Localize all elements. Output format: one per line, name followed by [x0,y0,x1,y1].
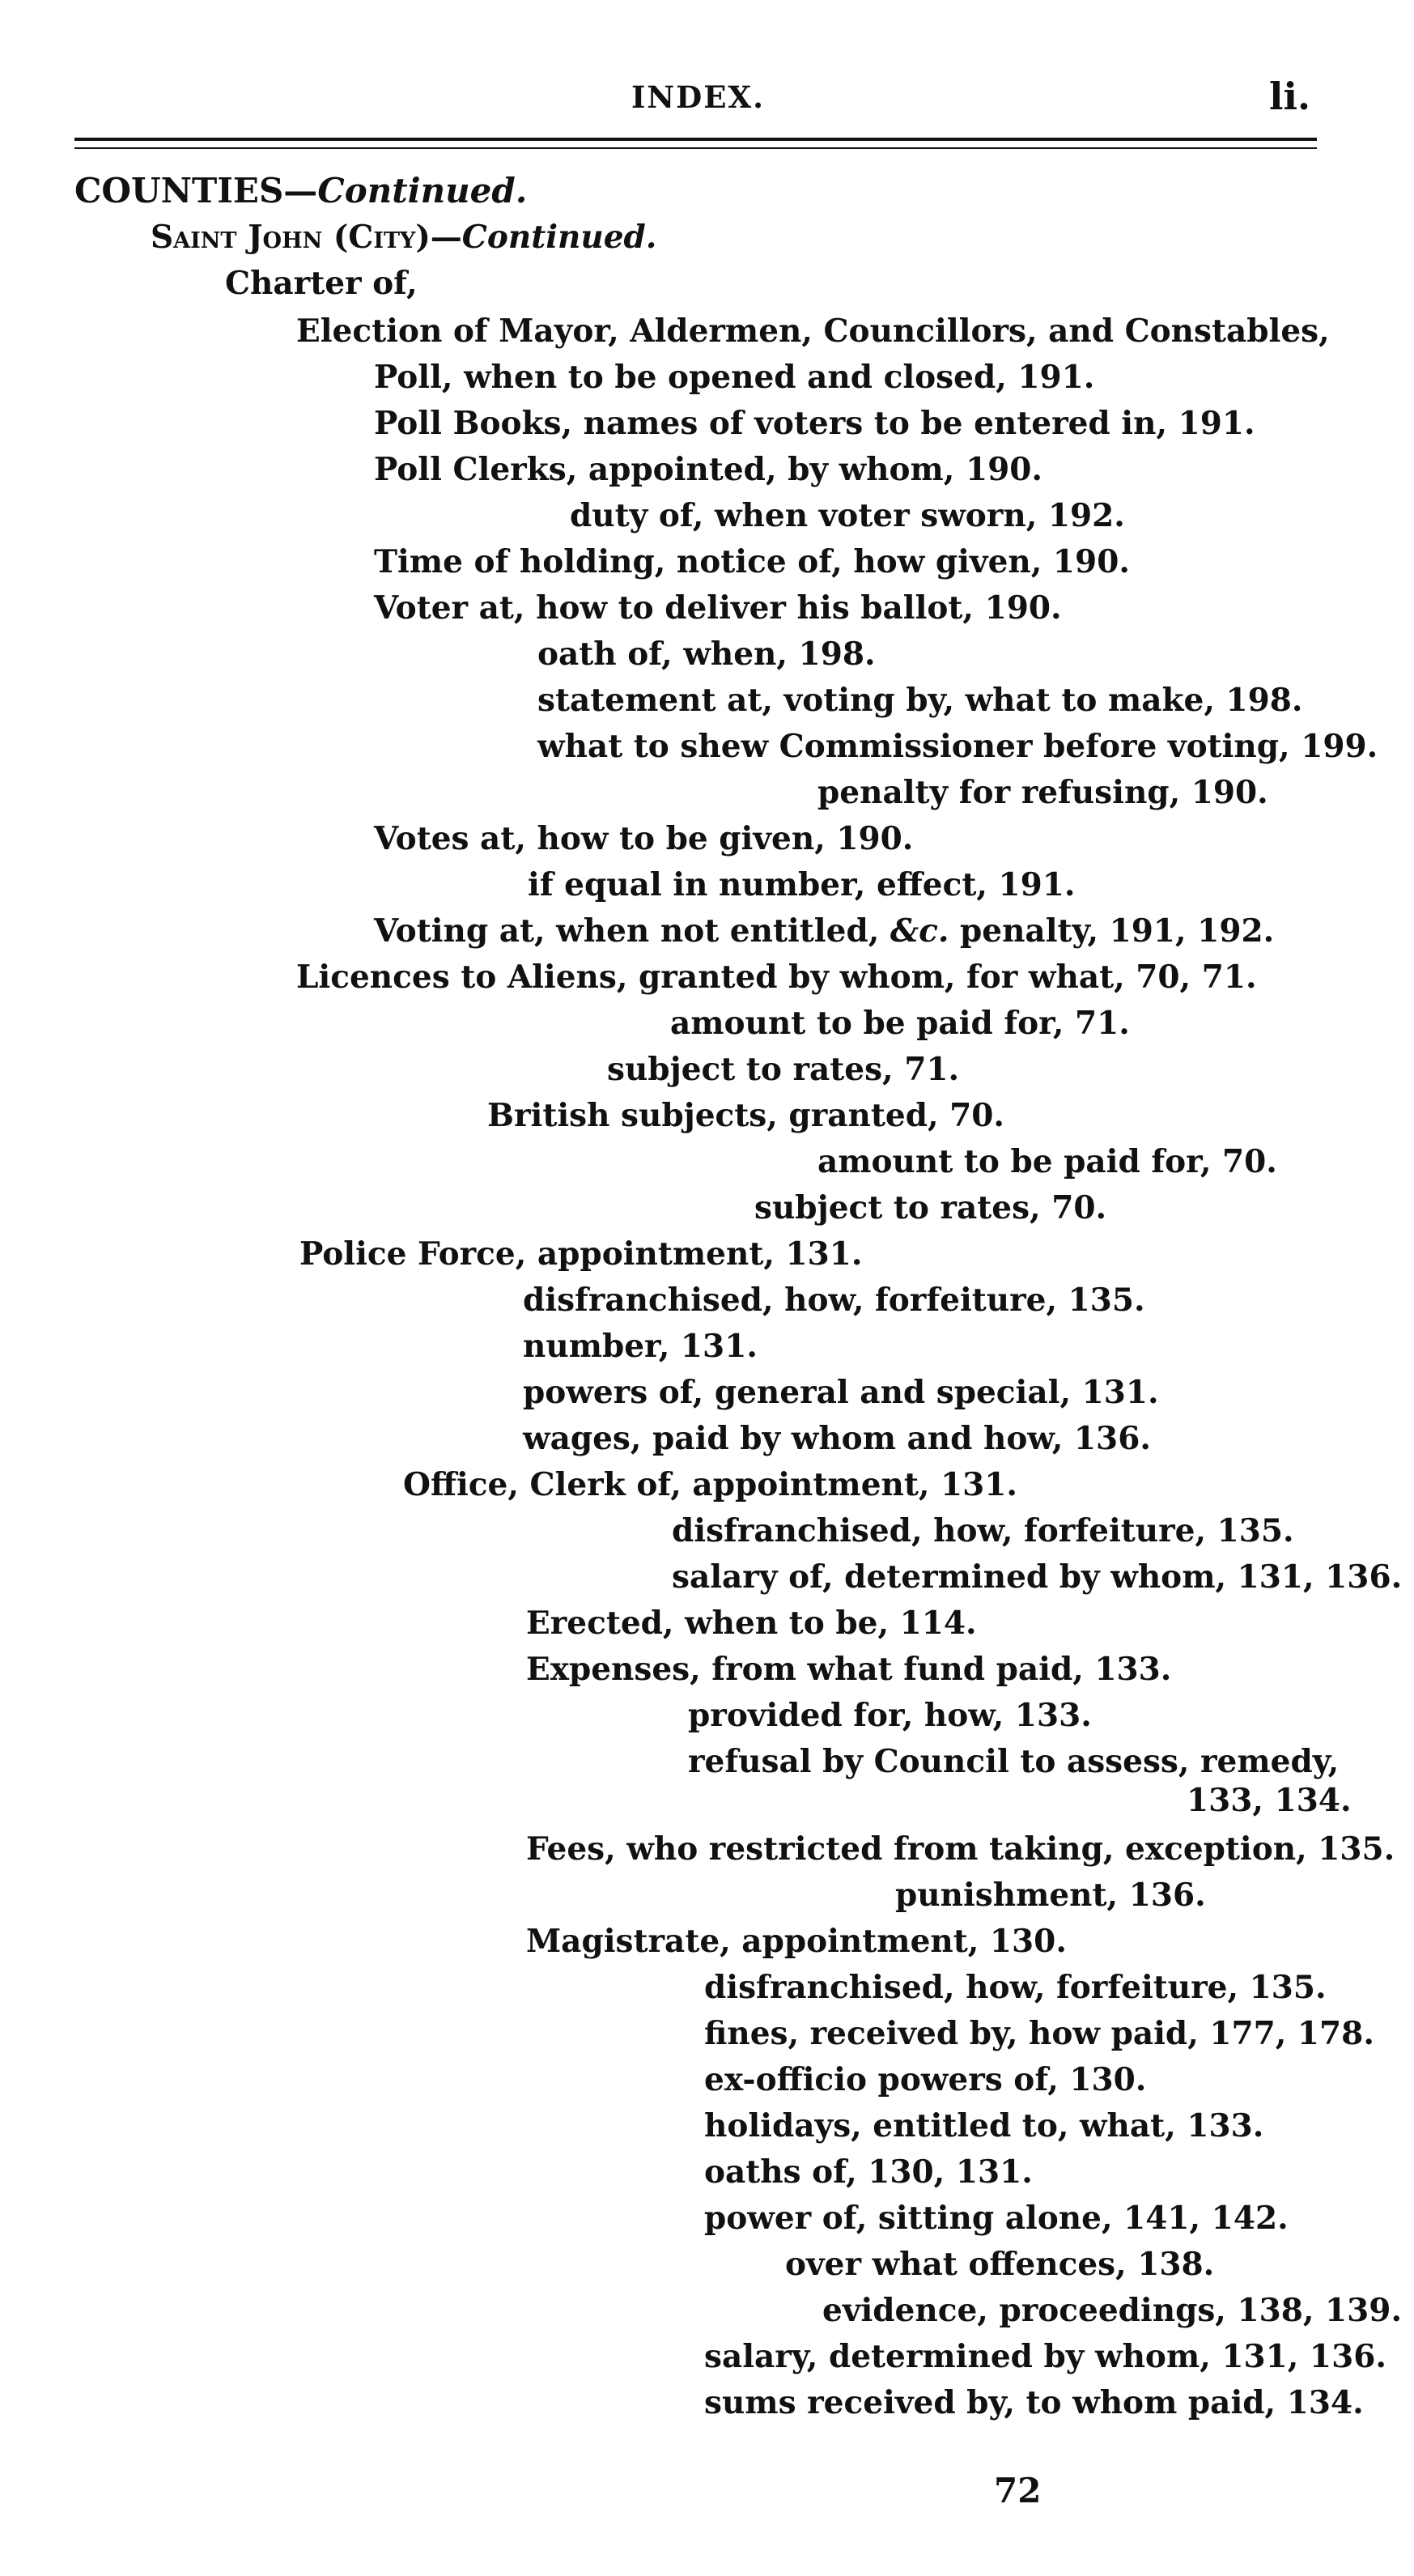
index-entry: oath of, when, 198. [537,635,876,673]
heading-counties [74,172,527,210]
index-entry: Police Force, appointment, 131. [299,1235,863,1273]
heading-dash: — [283,171,318,210]
index-entry: Magistrate, appointment, 130. [526,1923,1067,1960]
index-entry: ex-officio powers of, 130. [704,2061,1147,2098]
index-entry: Poll Books, names of voters to be entered in, 191. [374,405,1255,442]
running-head-page-number: li. [1269,74,1310,118]
index-entry: holidays, entitled to, what, 133. [704,2107,1264,2145]
index-entry: amount to be paid for, 70. [817,1143,1277,1180]
index-entry: fines, received by, how paid, 177, 178. [704,2015,1374,2052]
index-entry: Poll Clerks, appointed, by whom, 190. [374,451,1042,488]
index-entry: over what offences, 138. [785,2246,1215,2283]
subheading-dash: — [430,219,462,256]
index-entry: if equal in number, effect, 191. [528,866,1076,903]
index-entry: Charter of, [225,265,418,302]
index-entry: punishment, 136. [895,1877,1206,1914]
header-rule-thick [74,138,1317,141]
heading-counties-text: COUNTIES [74,171,284,210]
index-entry: Fees, who restricted from taking, exception, 135. [526,1830,1395,1868]
index-entry: Expenses, from what fund paid, 133. [526,1651,1172,1688]
entry-part: penalty, 191, 192. [949,912,1275,950]
index-entry: subject to rates, 70. [754,1189,1107,1226]
index-entry: provided for, how, 133. [688,1697,1092,1734]
header-rule-thin [74,147,1317,149]
index-entry: Office, Clerk of, appointment, 131. [403,1466,1018,1503]
folio-number: 72 [994,2471,1042,2510]
index-entry: power of, sitting alone, 141, 142. [704,2200,1289,2237]
index-entry: disfranchised, how, forfeiture, 135. [704,1969,1327,2006]
index-entry: Voter at, how to deliver his ballot, 190. [374,589,1062,627]
index-entry: duty of, when voter sworn, 192. [570,497,1125,534]
index-entry: penalty for refusing, 190. [817,774,1268,811]
heading-continued: Continued. [317,171,528,210]
index-entry: British subjects, granted, 70. [487,1097,1004,1134]
index-entry: Election of Mayor, Aldermen, Councillors, and Constables, [296,312,1330,350]
subheading-saint-john-text: Saint John (City) [151,219,431,256]
index-entry: statement at, voting by, what to make, 198. [537,682,1303,719]
index-entry: 133, 134. [1187,1782,1352,1819]
index-entry: amount to be paid for, 71. [670,1005,1130,1042]
index-entry: what to shew Commissioner before voting, 199. [537,728,1378,765]
subheading-saint-john [151,218,656,257]
index-entry: Votes at, how to be given, 190. [374,820,914,857]
index-entry: salary of, determined by whom, 131, 136. [672,1558,1403,1596]
entry-part: Voting at, when not entitled, [374,912,890,950]
index-entry: Licences to Aliens, granted by whom, for what, 70, 71. [296,959,1257,996]
index-entry: powers of, general and special, 131. [523,1374,1159,1411]
index-entry: Time of holding, notice of, how given, 190. [374,543,1130,580]
index-entry: disfranchised, how, forfeiture, 135. [523,1282,1145,1319]
index-entry [374,912,1274,950]
subheading-continued: Continued. [461,219,657,256]
entry-part-italic: &c. [890,912,949,950]
index-entry: Erected, when to be, 114. [526,1605,977,1642]
index-entry: subject to rates, 71. [607,1051,960,1088]
index-entry: refusal by Council to assess, remedy, [688,1743,1340,1780]
running-head-title: INDEX. [631,79,766,115]
index-entry: Poll, when to be opened and closed, 191. [374,359,1095,396]
index-entry: sums received by, to whom paid, 134. [704,2384,1364,2421]
index-entry: disfranchised, how, forfeiture, 135. [672,1512,1294,1549]
index-entry: wages, paid by whom and how, 136. [523,1420,1151,1457]
index-entry: salary, determined by whom, 131, 136. [704,2338,1386,2375]
index-entry: evidence, proceedings, 138, 139. [822,2292,1403,2329]
index-entry: oaths of, 130, 131. [704,2153,1033,2191]
index-entry: number, 131. [523,1328,758,1365]
